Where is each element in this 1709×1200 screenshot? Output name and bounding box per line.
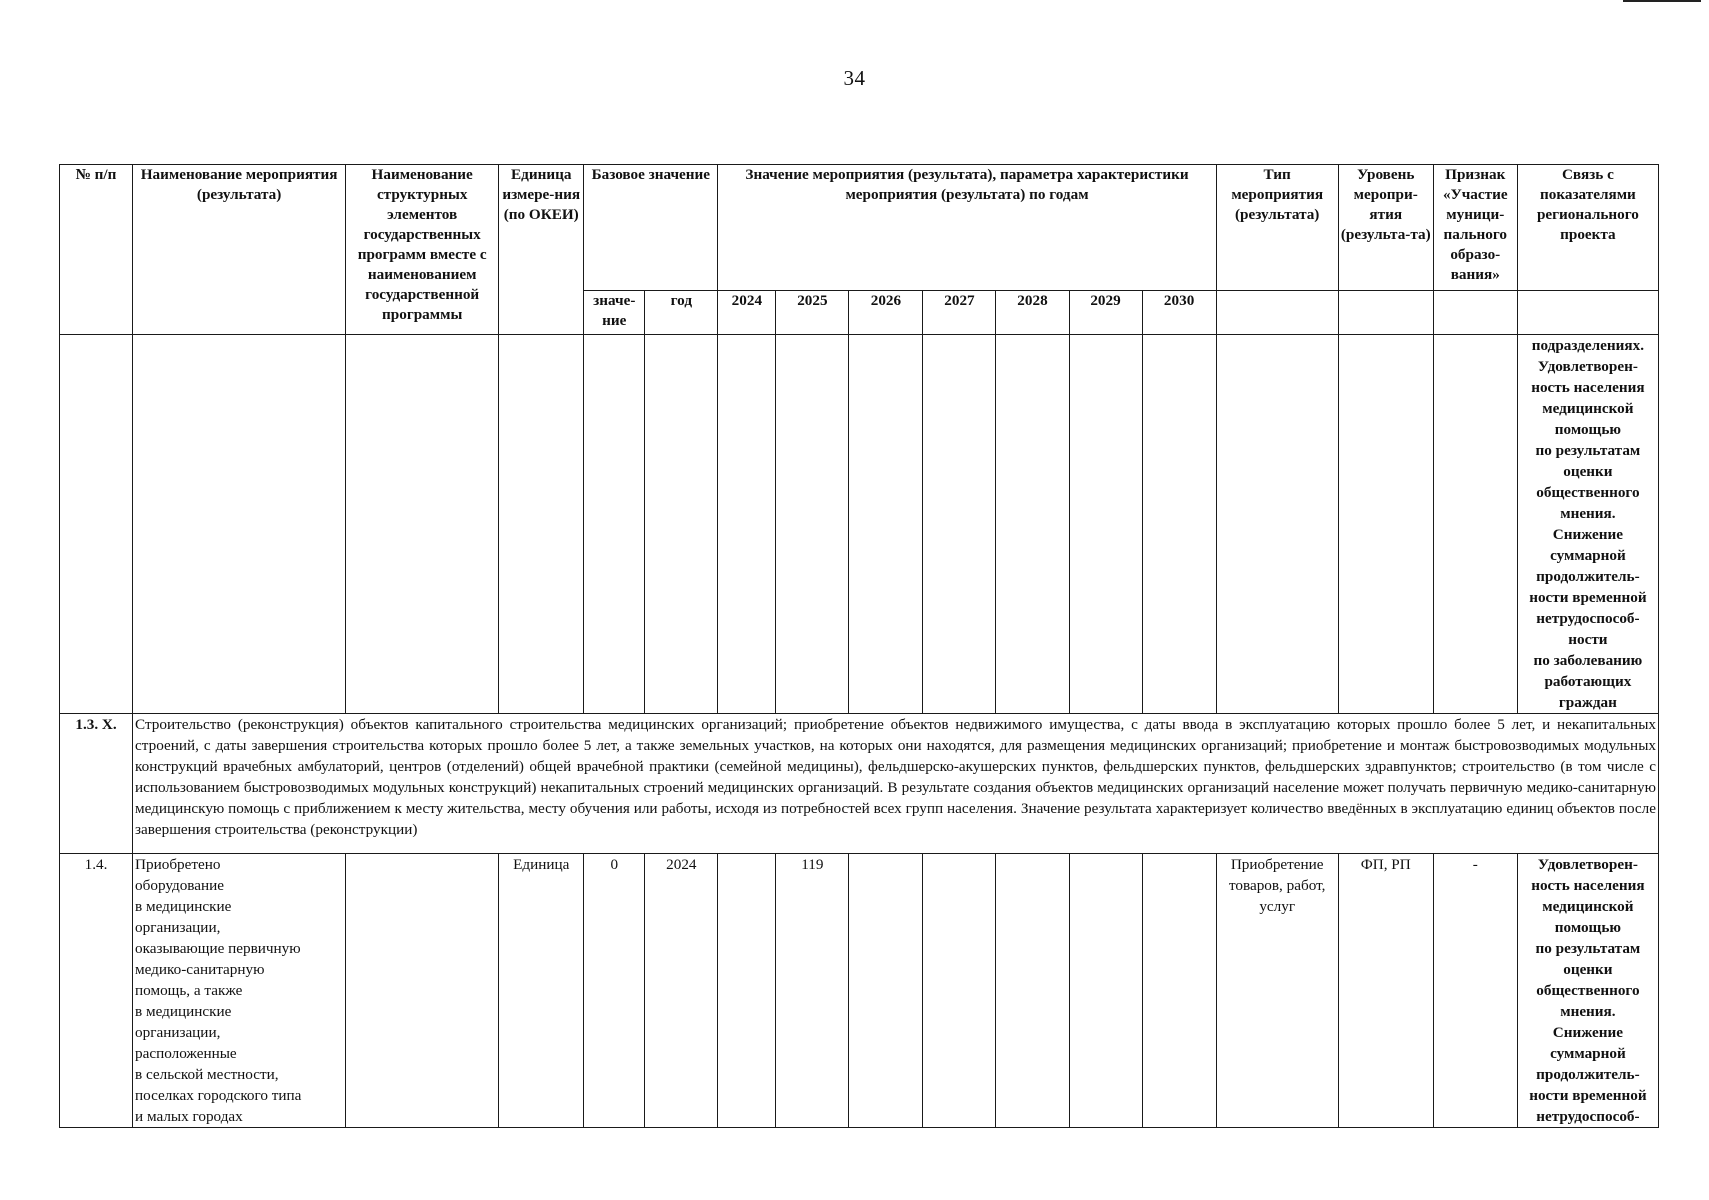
cell-empty bbox=[346, 335, 499, 714]
link-line: граждан bbox=[1558, 694, 1617, 711]
header-year: 2029 bbox=[1069, 291, 1142, 335]
corner-mark bbox=[1623, 0, 1701, 2]
header-level-blank bbox=[1338, 291, 1433, 335]
link-line: Удовлетворен- bbox=[1537, 358, 1638, 375]
result-name-line: в сельской местности, bbox=[135, 1066, 279, 1083]
cell-empty bbox=[645, 335, 718, 714]
header-year: 2026 bbox=[849, 291, 923, 335]
link-line: общественного bbox=[1536, 484, 1640, 501]
result-type: Приобретение товаров, работ, услуг bbox=[1216, 854, 1338, 1128]
base-year: 2024 bbox=[645, 854, 718, 1128]
link-line: помощью bbox=[1554, 421, 1622, 438]
link-line: продолжитель- bbox=[1536, 568, 1640, 585]
section-number: 1.3. Х. bbox=[60, 714, 133, 854]
base-value: 0 bbox=[584, 854, 645, 1128]
value-2027 bbox=[923, 854, 996, 1128]
cell-empty bbox=[849, 335, 923, 714]
header-base: Базовое значение bbox=[584, 165, 718, 291]
result-name-line: организации, bbox=[135, 919, 221, 936]
link-line: медицинской bbox=[1542, 400, 1634, 417]
header-year: 2027 bbox=[923, 291, 996, 335]
row-number: 1.4. bbox=[60, 854, 133, 1128]
header-unit: Единица измере-ния (по ОКЕИ) bbox=[499, 165, 584, 335]
result-name-line: и малых городах bbox=[135, 1108, 243, 1125]
link-line: подразделениях. bbox=[1531, 337, 1645, 354]
value-2030 bbox=[1142, 854, 1216, 1128]
result-name-line: в медицинские bbox=[135, 898, 232, 915]
results-table bbox=[59, 164, 1659, 1128]
link-line: нетрудоспособ- bbox=[1536, 610, 1640, 627]
value-2026 bbox=[849, 854, 923, 1128]
result-name-line: медико-санитарную bbox=[135, 961, 265, 978]
header-participation-blank bbox=[1433, 291, 1517, 335]
header-base-value: значе-ние bbox=[584, 291, 645, 335]
cell-empty bbox=[1338, 335, 1433, 714]
result-name-line: в медицинские bbox=[135, 1003, 232, 1020]
result-level: ФП, РП bbox=[1338, 854, 1433, 1128]
link-line: медицинской bbox=[1542, 898, 1634, 915]
header-base-year: год bbox=[645, 291, 718, 335]
link-line: по заболеванию bbox=[1533, 652, 1643, 669]
link-line: продолжитель- bbox=[1536, 1066, 1640, 1083]
header-type: Тип мероприятия (результата) bbox=[1216, 165, 1338, 291]
link-line: по результатам bbox=[1535, 442, 1641, 459]
header-participation: Признак «Участие муници-пального образо-вания» bbox=[1433, 165, 1517, 291]
value-2024 bbox=[718, 854, 776, 1128]
result-name bbox=[133, 854, 346, 1128]
result-name-line: расположенные bbox=[135, 1045, 237, 1062]
link-line: Снижение bbox=[1552, 526, 1624, 543]
header-year: 2024 bbox=[718, 291, 776, 335]
page-number: 34 bbox=[843, 66, 866, 90]
link-line: ности временной bbox=[1529, 1087, 1647, 1104]
result-name-line: оборудование bbox=[135, 877, 225, 894]
link-line: по результатам bbox=[1535, 940, 1641, 957]
link-line: Удовлетворен- bbox=[1537, 856, 1638, 873]
unit: Единица bbox=[499, 854, 584, 1128]
link-line: работающих bbox=[1544, 673, 1632, 690]
link-line: Снижение bbox=[1552, 1024, 1624, 1041]
link-line: оценки bbox=[1563, 961, 1613, 978]
link-line: мнения. bbox=[1560, 1003, 1616, 1020]
header-name: Наименование мероприятия (результата) bbox=[133, 165, 346, 335]
cell-empty bbox=[499, 335, 584, 714]
struct-element bbox=[346, 854, 499, 1128]
result-name-line: Приобретено bbox=[135, 856, 221, 873]
cell-empty bbox=[718, 335, 776, 714]
link-indicators bbox=[1517, 854, 1658, 1128]
result-name-line: оказывающие первичную bbox=[135, 940, 301, 957]
value-2029 bbox=[1069, 854, 1142, 1128]
section-description: Строительство (реконструкция) объектов капитального строительства медицинских организаций; приобретение объектов недвижимого имущества, с даты ввода в эксплуатацию которых прошло более 5 лет, и некапитальных строений, с даты завершения строительства которых прошло более 5 лет, а также земельных участков, на которых они находятся, для размещения медицинских организаций; приобретение и монтаж быстровозводимых модульных конструкций врачебных амбулаторий, центров (отделений) общей врачебной практики (семейной медицины), фельдшерско-акушерских пунктов, фельдшерских пунктов, фельдшерских здравпунктов; строительство (в том числе с использованием быстровозводимых модульных конструкций) некапитальных строений медицинских организаций. В результате создания объектов медицинских организаций население может получать первичную медико-санитарную медицинскую помощь с приближением к месту жительства, месту обучения или работы, исходя из потребностей всех групп населения. Значение результата характеризует количество введённых в эксплуатацию единиц объектов после завершения строительства (реконструкции) bbox=[133, 714, 1659, 854]
result-name-line: поселках городского типа bbox=[135, 1087, 302, 1104]
cell-empty bbox=[1142, 335, 1216, 714]
link-line: оценки bbox=[1563, 463, 1613, 480]
header-row bbox=[60, 165, 1659, 291]
link-line: ности временной bbox=[1529, 589, 1647, 606]
header-num: № п/п bbox=[60, 165, 133, 335]
cell-empty bbox=[996, 335, 1069, 714]
header-values-by-year: Значение мероприятия (результата), параметра характеристики мероприятия (результата) по годам bbox=[718, 165, 1216, 291]
header-year: 2028 bbox=[996, 291, 1069, 335]
cell-empty bbox=[776, 335, 849, 714]
link-line: нетрудоспособ- bbox=[1536, 1108, 1640, 1125]
header-year: 2025 bbox=[776, 291, 849, 335]
continuation-link-cell bbox=[1517, 335, 1658, 714]
header-level: Уровень меропри-ятия (результа-та) bbox=[1338, 165, 1433, 291]
link-line: общественного bbox=[1536, 982, 1640, 999]
link-line: помощью bbox=[1554, 919, 1622, 936]
cell-empty bbox=[60, 335, 133, 714]
link-line: ность населения bbox=[1531, 877, 1645, 894]
link-line: ность населения bbox=[1531, 379, 1645, 396]
header-link-blank bbox=[1517, 291, 1658, 335]
link-line: мнения. bbox=[1560, 505, 1616, 522]
cell-empty bbox=[1433, 335, 1517, 714]
link-line: суммарной bbox=[1550, 547, 1626, 564]
cell-empty bbox=[1069, 335, 1142, 714]
cell-empty bbox=[923, 335, 996, 714]
value-2028 bbox=[996, 854, 1069, 1128]
cell-empty bbox=[1216, 335, 1338, 714]
value-2025: 119 bbox=[776, 854, 849, 1128]
header-year: 2030 bbox=[1142, 291, 1216, 335]
cell-empty bbox=[133, 335, 346, 714]
header-type-blank bbox=[1216, 291, 1338, 335]
link-line: суммарной bbox=[1550, 1045, 1626, 1062]
cell-empty bbox=[584, 335, 645, 714]
section-row-1-3 bbox=[60, 714, 1659, 854]
link-line: ности bbox=[1568, 631, 1608, 648]
header-struct: Наименование структурных элементов государственных программ вместе с наименованием государственной программы bbox=[346, 165, 499, 335]
result-row-1-4 bbox=[60, 854, 1659, 1128]
municipal-participation: - bbox=[1433, 854, 1517, 1128]
continuation-row bbox=[60, 335, 1659, 714]
result-name-line: организации, bbox=[135, 1024, 221, 1041]
result-name-line: помощь, а также bbox=[135, 982, 243, 999]
header-link: Связь с показателями регионального проекта bbox=[1517, 165, 1658, 291]
